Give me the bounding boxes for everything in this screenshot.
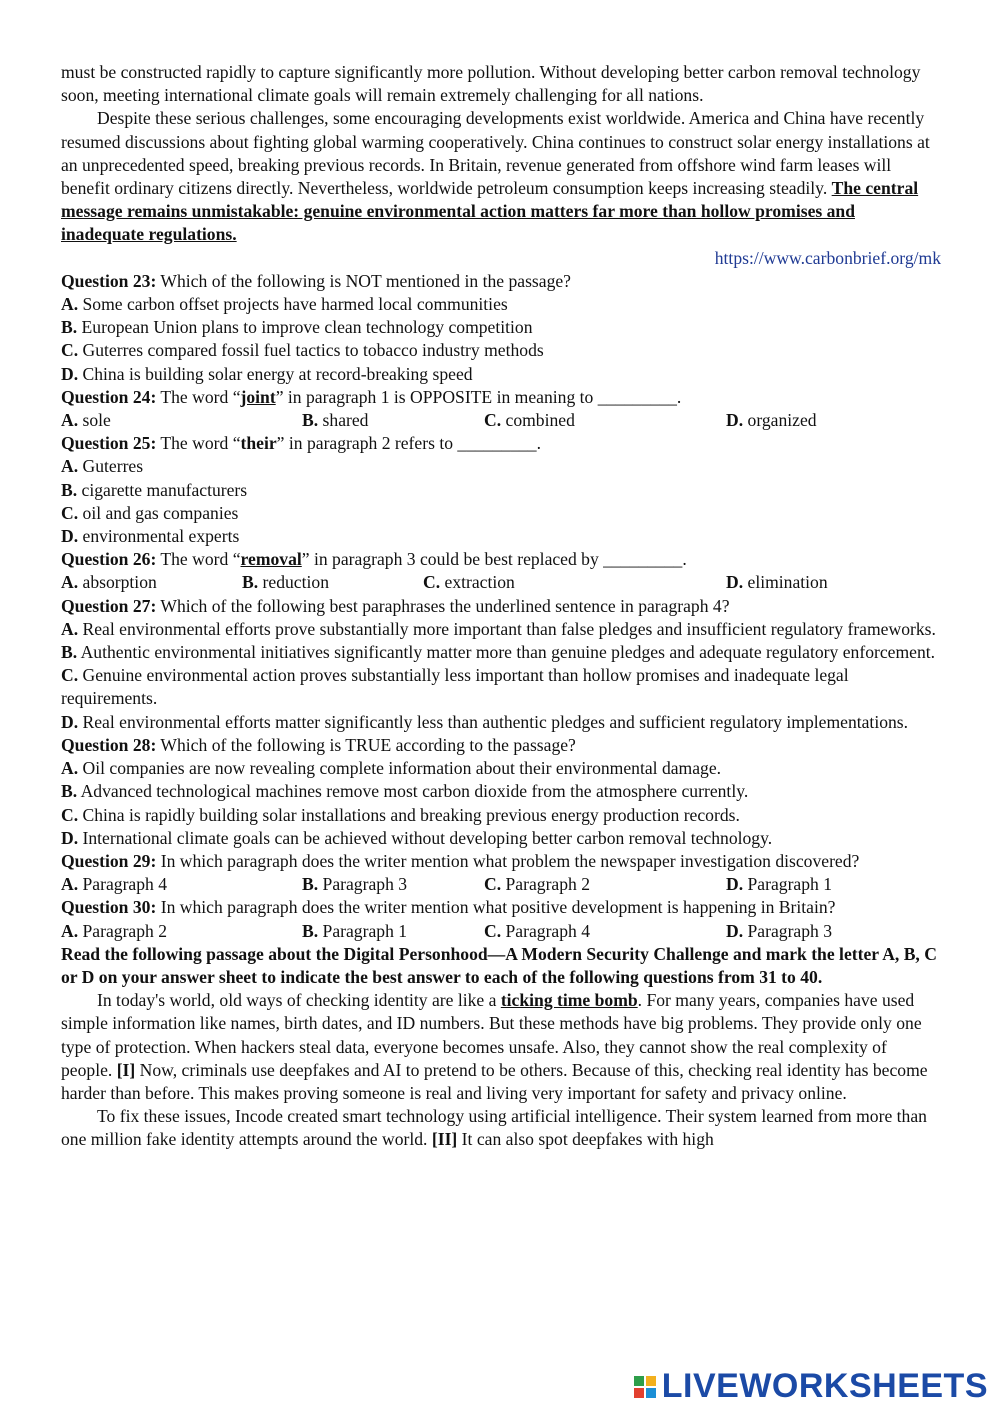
option-a[interactable]: A. Real environmental efforts prove substantially more important than false pledges and insufficient regulatory frameworks. bbox=[61, 618, 936, 639]
options-row bbox=[61, 571, 941, 594]
options-row bbox=[61, 920, 941, 943]
option-b[interactable]: B. Paragraph 1 bbox=[302, 920, 408, 941]
passage-paragraph-continued: must be constructed rapidly to capture significantly more pollution. Without developing better carbon removal technology soon, meeting international climate goals will remain extremely challenging for all nations. bbox=[61, 62, 921, 106]
worksheet-page bbox=[61, 61, 941, 1152]
question-label: Question 23: bbox=[61, 270, 157, 291]
question-28: Question 28: Which of the following is TRUE according to the passage? bbox=[61, 734, 576, 755]
option-b[interactable]: B. cigarette manufacturers bbox=[61, 479, 248, 500]
option-c[interactable]: C. Paragraph 2 bbox=[484, 874, 591, 895]
option-c[interactable]: C. Paragraph 4 bbox=[484, 920, 591, 941]
logo-text: LIVEWORKSHEETS bbox=[661, 1367, 988, 1405]
option-b[interactable]: B. European Union plans to improve clean technology competition bbox=[61, 317, 533, 338]
option-d[interactable]: D. China is building solar energy at record-breaking speed bbox=[61, 363, 473, 384]
option-d[interactable]: D. International climate goals can be achieved without developing better carbon removal technology. bbox=[61, 827, 773, 848]
option-d[interactable]: D. elimination bbox=[726, 572, 828, 593]
logo-icon bbox=[634, 1376, 656, 1398]
option-d[interactable]: D. environmental experts bbox=[61, 526, 240, 547]
option-b[interactable]: B. shared bbox=[302, 410, 369, 431]
insertion-marker-2: [II] bbox=[431, 1129, 458, 1150]
paragraph-4-text: Despite these serious challenges, some encouraging developments exist worldwide. America and China have recently resumed discussions about fighting global warming cooperatively. China continues to construct solar energy installations at an unprecedented speed, breaking previous records. In Britain, revenue generated from offshore wind farm leases will benefit ordinary citizens directly. Nevertheless, worldwide petroleum consumption keeps increasing steadily. bbox=[61, 108, 930, 199]
passage2-paragraph-1: In today's world, old ways of checking identity are like a ticking time bomb. For many years, companies have used simple information like names, birth dates, and ID numbers. But these methods have big problems. They provide only one type of protection. When hackers steal data, everyone becomes unsafe. Also, they cannot show the real complexity of people. [I] Now, criminals use deepfakes and AI to pretend to be others. Because of this, checking real identity has become harder than before. This makes proving someone is real and living very important for safety and privacy online. bbox=[61, 990, 928, 1103]
target-word: their bbox=[240, 433, 277, 454]
passage-instruction: Read the following passage about the Digital Personhood—A Modern Security Challenge and mark the letter A, B, C or D on your answer sheet to indicate the best answer to each of the following questions from 31 to 40. bbox=[61, 943, 937, 987]
question-23 bbox=[61, 270, 941, 293]
option-d[interactable]: D. Paragraph 1 bbox=[726, 874, 833, 895]
option-b[interactable]: B. reduction bbox=[242, 572, 329, 593]
target-word: removal bbox=[240, 549, 302, 570]
passage-paragraph-4 bbox=[61, 107, 941, 246]
passage2-paragraph-2: To fix these issues, Incode created smart technology using artificial intelligence. Their system learned from more than one million fake identity attempts around the world. [II] It can also spot deepfakes with high bbox=[61, 1106, 927, 1150]
question-27: Question 27: Which of the following best paraphrases the underlined sentence in paragraph 4? bbox=[61, 595, 730, 616]
insertion-marker-1: [I] bbox=[116, 1059, 136, 1080]
question-30: Question 30: In which paragraph does the writer mention what positive development is happening in Britain? bbox=[61, 897, 836, 918]
option-a[interactable]: A. Paragraph 2 bbox=[61, 920, 168, 941]
option-b[interactable]: B. Paragraph 3 bbox=[302, 874, 408, 895]
option-a[interactable]: A. sole bbox=[61, 410, 111, 431]
target-word: joint bbox=[240, 386, 276, 407]
option-b[interactable]: B. Advanced technological machines remove most carbon dioxide from the atmosphere currently. bbox=[61, 781, 749, 802]
source-link[interactable]: https://www.carbonbrief.org/mk bbox=[714, 247, 941, 268]
option-c[interactable]: C. Guterres compared fossil fuel tactics to tobacco industry methods bbox=[61, 340, 544, 361]
question-26: Question 26: The word “removal” in paragraph 3 could be best replaced by _________. bbox=[61, 549, 687, 570]
option-a[interactable]: A. Guterres bbox=[61, 456, 144, 477]
option-b[interactable]: B. Authentic environmental initiatives significantly matter more than genuine pledges and adequate regulatory enforcement. bbox=[61, 642, 936, 663]
underlined-sentence: The central message remains unmistakable: genuine environmental action matters far more than hollow promises and inadequate regulations. bbox=[61, 178, 919, 245]
options-row bbox=[61, 409, 941, 432]
option-a[interactable]: A. absorption bbox=[61, 572, 157, 593]
option-c[interactable]: C. extraction bbox=[423, 572, 515, 593]
option-c[interactable]: C. China is rapidly building solar installations and breaking previous energy production records. bbox=[61, 804, 740, 825]
option-a[interactable]: A. Oil companies are now revealing complete information about their environmental damage. bbox=[61, 758, 722, 779]
option-c[interactable]: C. Genuine environmental action proves substantially less important than hollow promises and inadequate legal requirements. bbox=[61, 665, 849, 709]
question-29: Question 29: In which paragraph does the writer mention what problem the newspaper investigation discovered? bbox=[61, 850, 860, 871]
option-c[interactable]: C. oil and gas companies bbox=[61, 502, 239, 523]
option-a[interactable]: A. Paragraph 4 bbox=[61, 874, 168, 895]
underlined-phrase: ticking time bomb bbox=[500, 990, 638, 1011]
options-row bbox=[61, 873, 941, 896]
liveworksheets-logo bbox=[634, 1367, 988, 1406]
option-c[interactable]: C. combined bbox=[484, 410, 575, 431]
option-d[interactable]: D. organized bbox=[726, 410, 817, 431]
question-24: Question 24: The word “joint” in paragraph 1 is OPPOSITE in meaning to _________. bbox=[61, 386, 682, 407]
option-a[interactable]: A. Some carbon offset projects have harmed local communities bbox=[61, 294, 508, 315]
option-d[interactable]: D. Real environmental efforts matter significantly less than authentic pledges and sufficient regulatory implementations. bbox=[61, 711, 909, 732]
question-stem: Which of the following is NOT mentioned in the passage? bbox=[156, 270, 571, 291]
option-d[interactable]: D. Paragraph 3 bbox=[726, 920, 833, 941]
question-25: Question 25: The word “their” in paragraph 2 refers to _________. bbox=[61, 433, 541, 454]
